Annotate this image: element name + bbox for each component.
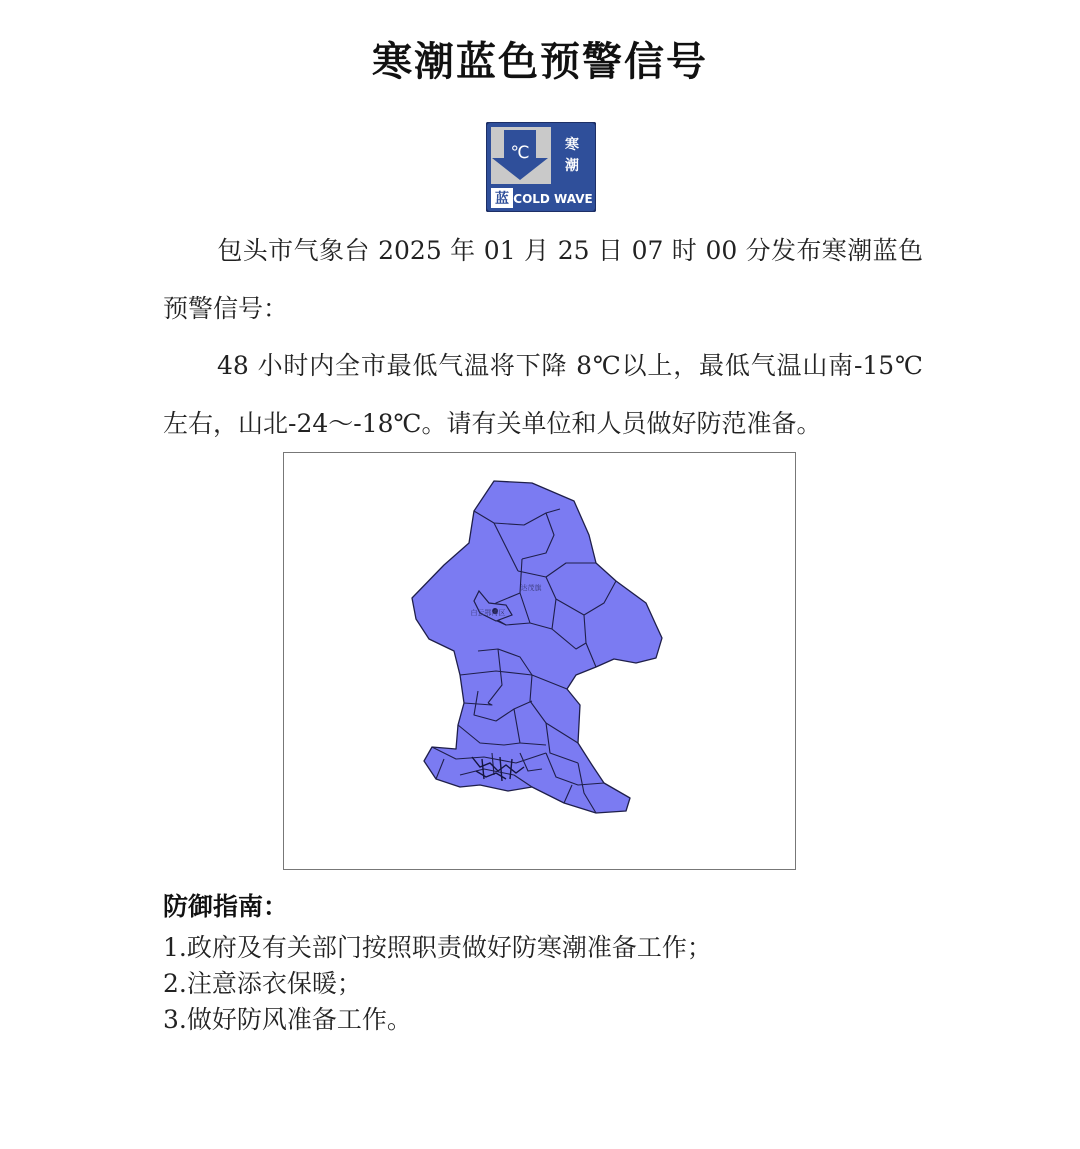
release-text: 包头市气象台 2025 年 01 月 25 日 07 时 00 分发布寒潮蓝色预警信号： (163, 236, 923, 323)
side-char-1: 寒 (565, 137, 579, 153)
warning-area-map (283, 452, 796, 870)
cold-wave-blue-warning-icon (486, 122, 596, 212)
guide-item: 3.做好防风准备工作。 (163, 1005, 412, 1034)
guide-item: 1.政府及有关部门按照职责做好防寒潮准备工作； (163, 933, 712, 962)
map-label-baiyunebo: 白云鄂博区 (470, 609, 506, 617)
cold-wave-label: COLD WAVE (513, 192, 593, 206)
forecast-text: 48 小时内全市最低气温将下降 8℃以上，最低气温山南-15℃左右，山北-24～-18℃。请有关单位和人员做好防范准备。 (163, 351, 923, 438)
region-outline (412, 481, 662, 813)
baotou-region-map (284, 453, 795, 869)
celsius-symbol: ℃ (510, 143, 530, 163)
guide-item: 2.注意添衣保暖； (163, 969, 362, 998)
page-title: 寒潮蓝色预警信号 (372, 39, 708, 85)
forecast-paragraph (163, 337, 923, 453)
level-char: 蓝 (495, 191, 509, 207)
release-paragraph (163, 222, 923, 338)
warning-signal-graphic (486, 122, 596, 212)
side-char-2: 潮 (565, 158, 579, 174)
map-label-damao: 达茂旗 (520, 584, 542, 592)
guide-heading: 防御指南： (163, 892, 289, 921)
guide-list (163, 930, 712, 1038)
